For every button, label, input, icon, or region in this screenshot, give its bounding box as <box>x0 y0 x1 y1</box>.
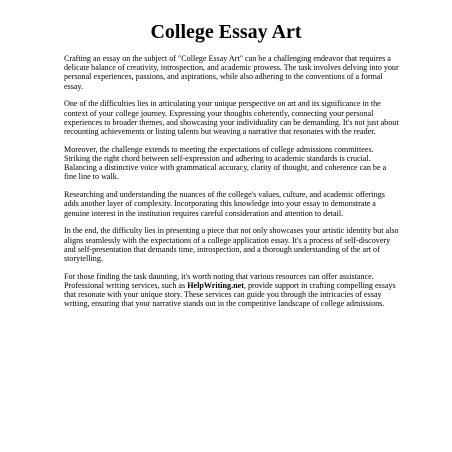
document-body <box>64 54 400 317</box>
paragraph-difficulties: One of the difficulties lies in articulating your unique perspective on art and its significance in the context of your college journey. Expressing your thoughts coherently, connecting your personal experiences to broader themes, and showcasing your individuality can be demanding. It's not just about recounting achievements or listing talents but weaving a narrative that resonates with the reader. <box>64 99 399 137</box>
paragraph-conclusion: In the end, the difficulty lies in presenting a piece that not only showcases your artistic identity but also aligns seamlessly with the expectations of a college application essay. It's a process of self-discovery and self-presentation that demands time, introspection, and a thorough understanding of the art of storytelling. <box>64 226 399 264</box>
resources-text-before: For those finding the task daunting, it's worth noting that various resources can offer assistance. Professional writing services, such as <box>64 271 374 291</box>
paragraph-resources <box>64 272 400 309</box>
service-link[interactable]: HelpWriting.net <box>187 281 244 291</box>
page-title: College Essay Art <box>150 21 302 43</box>
paragraph-intro: Crafting an essay on the subject of "College Essay Art" can be a challenging endeavor that requires a delicate balance of creativity, introspection, and academic prowess. The task involves delving into your personal experiences, passions, and aspirations, while also adhering to the conventions of a formal essay. <box>64 54 399 91</box>
paragraph-research: Researching and understanding the nuances of the college's values, culture, and academic offerings adds another layer of complexity. Incorporating this knowledge into your essay to demonstrate a genuine interest in the institution requires careful consideration and attention to detail. <box>64 190 385 218</box>
paragraph-admissions: Moreover, the challenge extends to meeting the expectations of college admissions committees. Striking the right chord between self-expression and adhering to academic standards is crucial. Balancing a distinctive voice with grammatical accuracy, clarity of thought, and coherence can be a fine line to walk. <box>64 144 387 182</box>
resources-text-after: , provide support in crafting compelling essays that resonate with your unique story. These services can guide you through the intricacies of essay writing, ensuring that your narrative stands out in the competitive landscape of college admissions. <box>64 281 396 309</box>
